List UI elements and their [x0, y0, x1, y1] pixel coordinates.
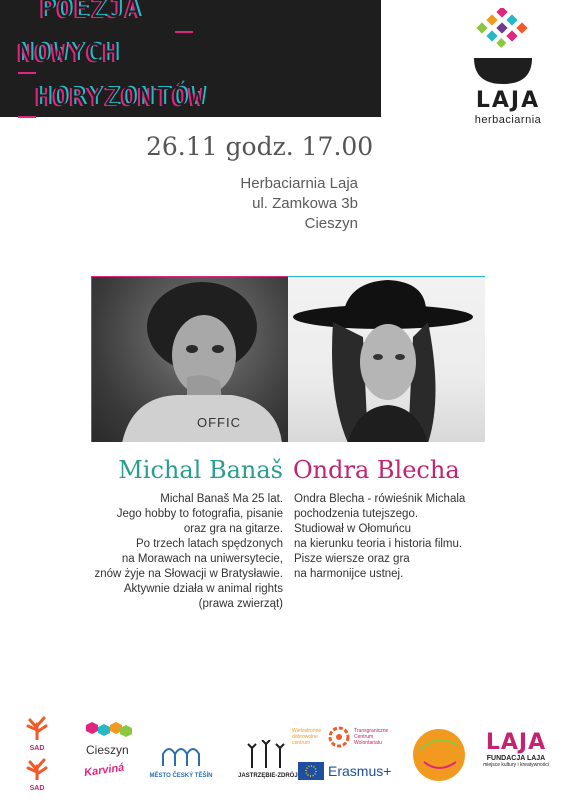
- laja-logo: [462, 8, 554, 124]
- bio-ondra-line: Pisze wiersze oraz gra: [294, 553, 410, 565]
- centrum-label-1: Wielostronne dobrowolne centrum: [292, 728, 322, 746]
- sponsor-sad-1: [22, 716, 52, 752]
- venue-street: ul. Zamkowa 3b: [252, 195, 358, 212]
- event-date: 26.11 godz. 17.00: [146, 132, 374, 161]
- erasmus-label: Erasmus+: [328, 763, 392, 779]
- photo-ondra-blecha: [288, 276, 485, 442]
- bio-michal: [83, 492, 283, 612]
- centrum-label-2: Transgraniczne Centrum Wolontariatu: [354, 728, 389, 746]
- svg-text:OFFIC: OFFIC: [197, 415, 241, 430]
- bio-michal-line: (prawa zwierząt): [198, 598, 283, 610]
- sponsor-centrum: [292, 726, 402, 748]
- sponsor-mesto: [146, 742, 216, 779]
- arch-icon: [161, 742, 201, 768]
- bio-michal-line: Jego hobby to fotografia, pisanie: [116, 508, 283, 520]
- event-venue: [240, 174, 358, 234]
- sad-label-2: SAD: [29, 785, 45, 792]
- eu-flag-icon: [298, 762, 324, 780]
- bio-michal-line: Michal Banaš Ma 25 lat.: [160, 493, 283, 505]
- sad-tree-icon: [22, 716, 52, 740]
- bio-michal-line: znów żyje na Słowacji w Bratysławie.: [94, 568, 283, 580]
- bio-michal-line: Po trzech latach spędzonych: [135, 538, 283, 550]
- sponsor-jastrzebie: [238, 740, 298, 779]
- karvina-label: Karviná: [83, 761, 126, 780]
- jastrzebie-icon: [246, 740, 286, 768]
- title-underscore-1: [175, 31, 193, 33]
- portrait-right-illustration: [288, 277, 485, 442]
- bio-ondra-line: na harmonijce ustnej.: [294, 568, 404, 580]
- photo-michal-banas: [91, 276, 288, 442]
- jastrzebie-label: JASTRZĘBIE-ZDRÓJ: [238, 773, 298, 779]
- venue-city: Cieszyn: [304, 215, 358, 232]
- orange-circle-logo: [412, 728, 466, 782]
- bowl-icon: [474, 56, 532, 86]
- bio-ondra-line: na kierunku teoria i historia filmu.: [294, 538, 463, 550]
- sponsor-erasmus: [298, 762, 408, 780]
- sponsor-cieszyn: [86, 722, 132, 757]
- title-underscore-2: [18, 72, 36, 74]
- bio-michal-line: na Morawach na uniwersytecie,: [121, 553, 283, 565]
- sad-label-1: SAD: [29, 745, 45, 752]
- centrum-flower-icon: [328, 726, 350, 748]
- cieszyn-label: Cieszyn: [86, 743, 129, 757]
- fundacja-label: FUNDACJA LAJA: [486, 755, 546, 762]
- title-banner: [0, 0, 381, 117]
- logo-subtitle: herbaciarnia: [474, 114, 542, 126]
- sponsor-sad-2: [22, 758, 52, 792]
- bio-ondra: [294, 492, 504, 582]
- poet-photos: [91, 276, 485, 442]
- portrait-left-illustration: [92, 277, 288, 442]
- bio-michal-line: oraz gra na gitarze.: [183, 523, 283, 535]
- title-line-3: HORYZONTÓW: [36, 82, 207, 111]
- sponsor-circle: [412, 728, 466, 782]
- bio-michal-line: Aktywnie działa w animal rights: [123, 583, 283, 595]
- fundacja-logo-text: LAJA: [485, 730, 547, 755]
- sad-tree-icon-2: [22, 758, 52, 780]
- title-line-1: POEZJA: [40, 0, 143, 23]
- mesto-label: MĚSTO ČESKÝ TĚŠÍN: [149, 773, 213, 779]
- fundacja-sublabel: miejsce kultury i kreatywności: [483, 762, 549, 768]
- poet-name-ondra: Ondra Blecha: [293, 456, 460, 484]
- sponsor-karvina: [83, 761, 130, 780]
- cieszyn-hex-icon: [86, 722, 132, 738]
- mosaic-icon: [474, 8, 530, 48]
- poet-name-michal: Michal Banaš: [118, 456, 283, 484]
- bio-ondra-line: Studiował w Ołomuńcu: [294, 523, 411, 535]
- title-underscore-3: [18, 116, 36, 118]
- title-line-2: NOWYCH: [18, 38, 121, 67]
- bio-ondra-line: Ondra Blecha - rówieśnik Michala: [294, 493, 466, 505]
- logo-name: LAJA: [475, 88, 541, 113]
- sponsor-fundacja-laja: [480, 730, 552, 768]
- bio-ondra-line: pochodzenia tutejszego.: [294, 508, 419, 520]
- venue-name: Herbaciarnia Laja: [240, 175, 358, 192]
